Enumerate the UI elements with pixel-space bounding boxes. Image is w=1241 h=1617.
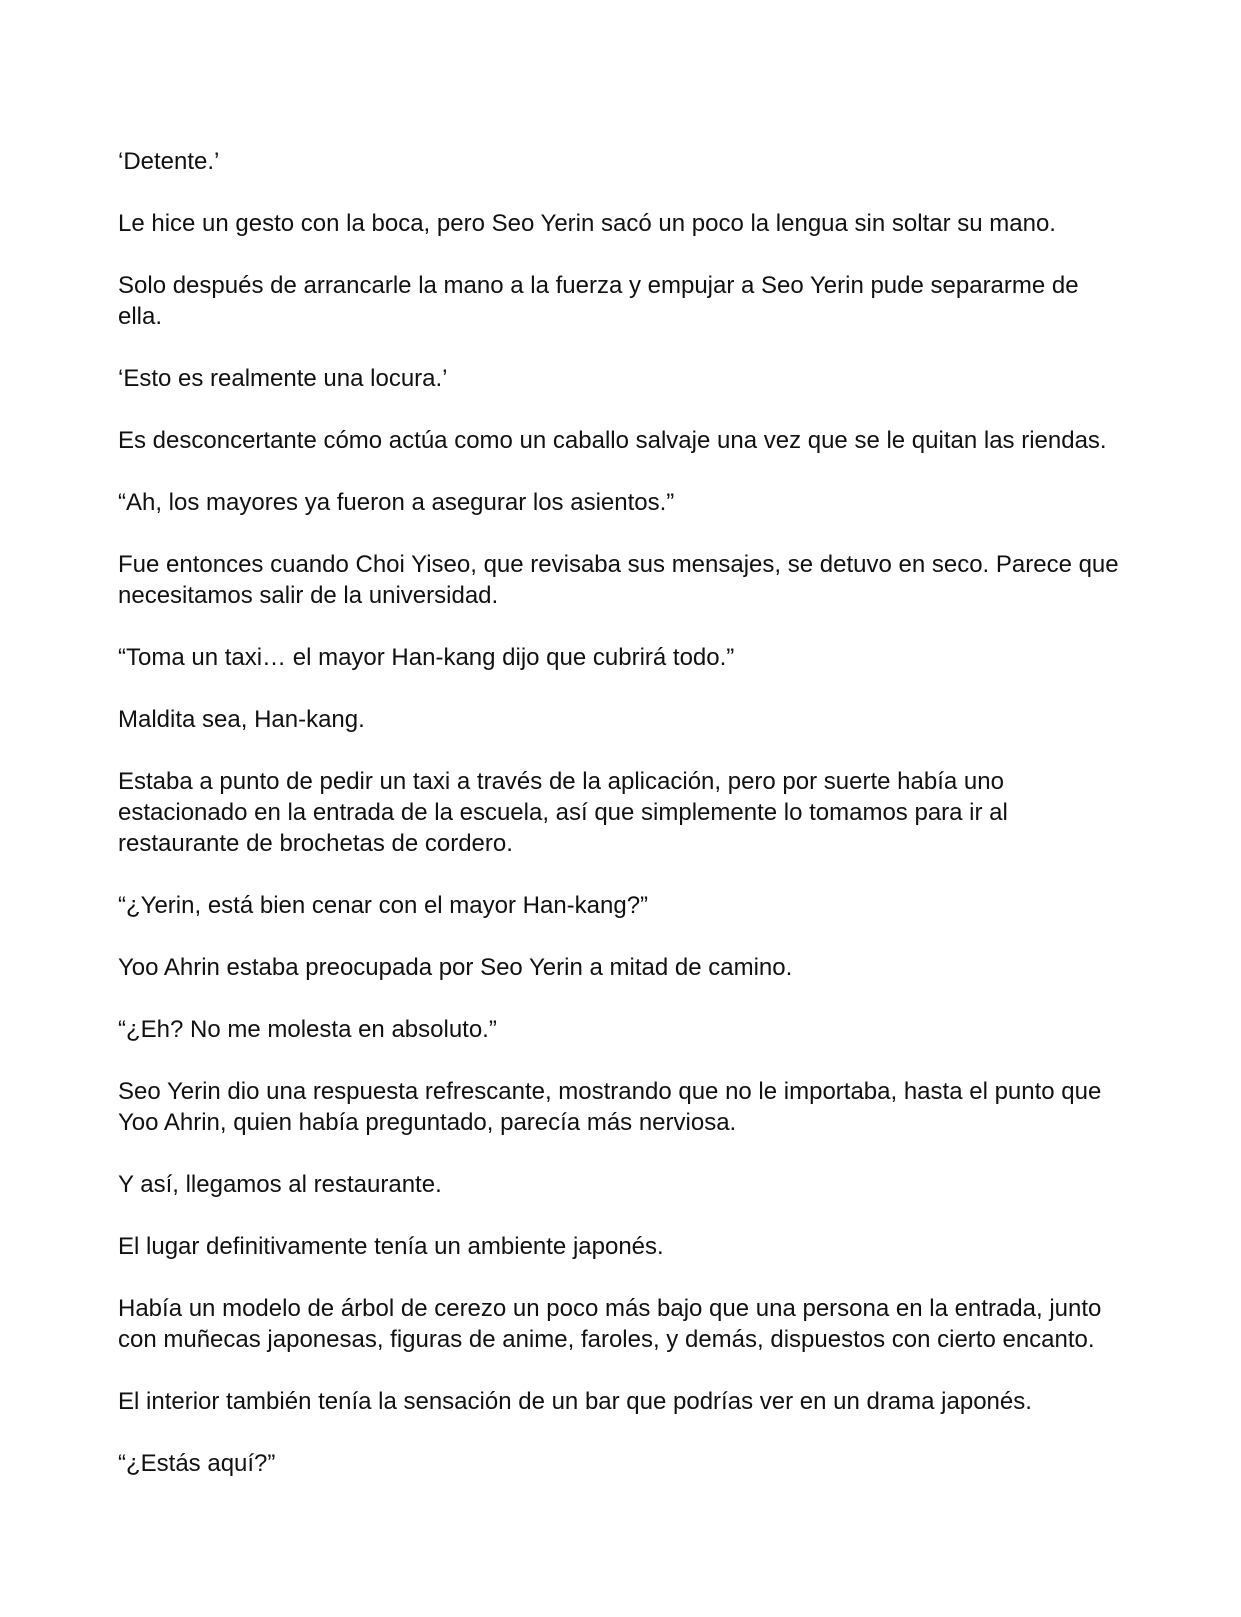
paragraph: “Ah, los mayores ya fueron a asegurar los asientos.” (118, 489, 675, 516)
paragraph: Estaba a punto de pedir un taxi a través de la aplicación, pero por suerte había uno estacionado en la entrada de la escuela, así que simplemente lo tomamos para ir al restaurante de brochetas de cordero. (118, 768, 1008, 857)
paragraph: Es desconcertante cómo actúa como un caballo salvaje una vez que se le quitan las riendas. (118, 427, 1107, 454)
paragraph: Yoo Ahrin estaba preocupada por Seo Yerin a mitad de camino. (118, 954, 793, 981)
paragraph: “¿Yerin, está bien cenar con el mayor Han-kang?” (118, 892, 649, 919)
document-body (118, 146, 1128, 1510)
paragraph: Solo después de arrancarle la mano a la fuerza y empujar a Seo Yerin pude separarme de ella. (118, 272, 1079, 330)
paragraph: “¿Estás aquí?” (118, 1450, 276, 1477)
paragraph: Fue entonces cuando Choi Yiseo, que revisaba sus mensajes, se detuvo en seco. Parece que necesitamos salir de la universidad. (118, 551, 1119, 609)
paragraph: “¿Eh? No me molesta en absoluto.” (118, 1016, 497, 1043)
paragraph: ‘Esto es realmente una locura.’ (118, 365, 448, 392)
paragraph: ‘Detente.’ (118, 148, 220, 175)
paragraph: Maldita sea, Han-kang. (118, 706, 365, 733)
paragraph: El lugar definitivamente tenía un ambiente japonés. (118, 1233, 664, 1260)
paragraph: El interior también tenía la sensación de un bar que podrías ver en un drama japonés. (118, 1388, 1032, 1415)
paragraph: Le hice un gesto con la boca, pero Seo Yerin sacó un poco la lengua sin soltar su mano. (118, 210, 1056, 237)
paragraph: Y así, llegamos al restaurante. (118, 1171, 442, 1198)
paragraph: Seo Yerin dio una respuesta refrescante, mostrando que no le importaba, hasta el punto que Yoo Ahrin, quien había preguntado, parecía más nerviosa. (118, 1078, 1102, 1136)
paragraph: Había un modelo de árbol de cerezo un poco más bajo que una persona en la entrada, junto con muñecas japonesas, figuras de anime, faroles, y demás, dispuestos con cierto encanto. (118, 1295, 1102, 1353)
paragraph: “Toma un taxi… el mayor Han-kang dijo que cubrirá todo.” (118, 644, 735, 671)
